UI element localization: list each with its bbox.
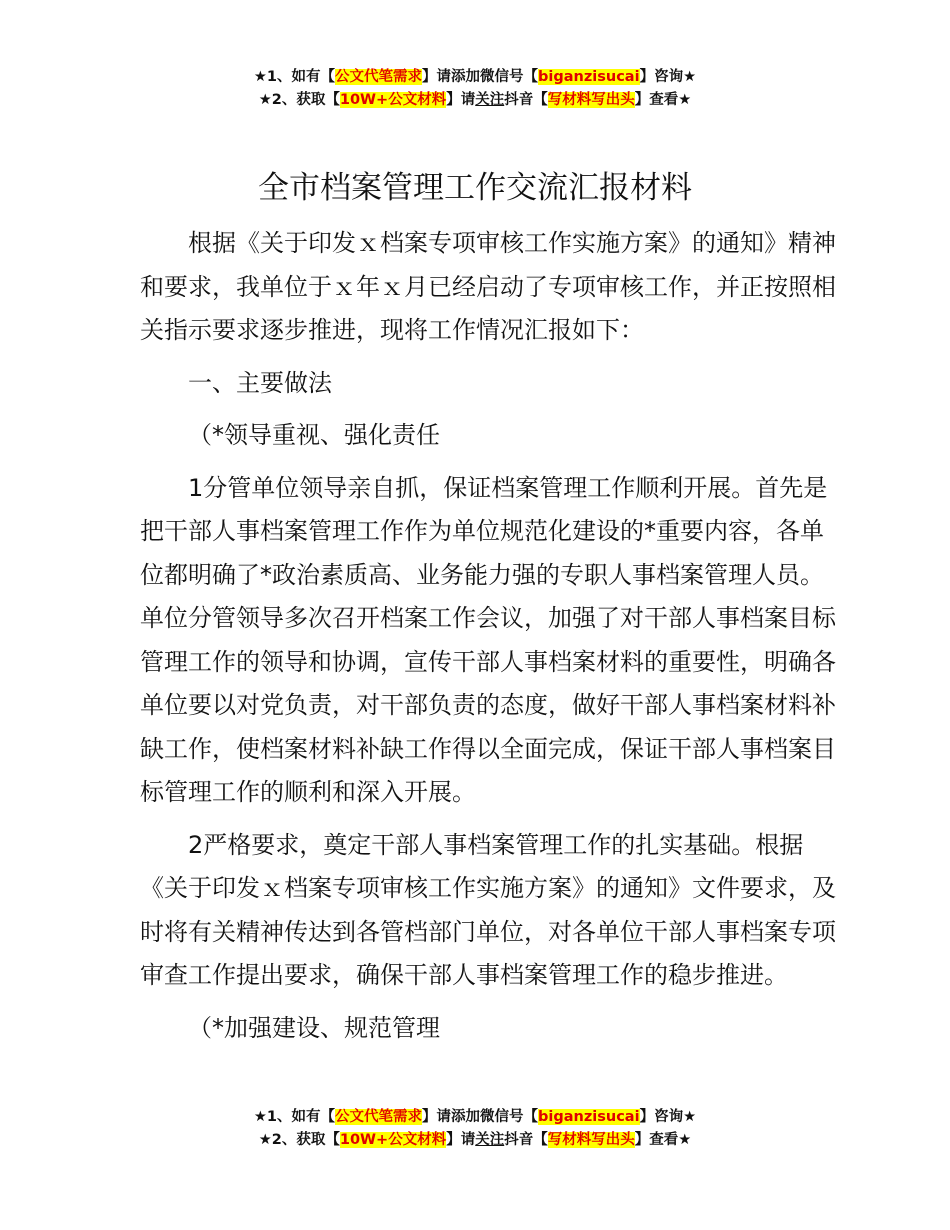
promo-highlight: 10W+公文材料 (339, 1132, 447, 1148)
promo-text: ★2、获取【 (258, 92, 340, 108)
document-title: 全市档案管理工作交流汇报材料 (258, 170, 692, 206)
promo-text: ★2、获取【 (258, 1132, 340, 1148)
promo-text: 】请添加微信号【 (422, 69, 539, 85)
footer-promo (0, 1106, 950, 1152)
promo-text: 】查看★ (634, 1132, 692, 1148)
promo-highlight: 公文代笔需求 (335, 1109, 423, 1125)
promo-highlight: 10W+公文材料 (339, 92, 447, 108)
paragraph-item-2: 2严格要求，奠定干部人事档案管理工作的扎实基础。根据《关于印发ｘ档案专项审核工作实施方案》的通知》文件要求，及时将有关精神传达到各管档部门单位，对各单位干部人事档案专项审查工作提出要求，确保干部人事档案管理工作的稳步推进。 (140, 830, 836, 989)
paragraph-item-1: 1分管单位领导亲自抓，保证档案管理工作顺利开展。首先是把干部人事档案管理工作作为单位规范化建设的*重要内容，各单位都明确了*政治素质高、业务能力强的专职人事档案管理人员。单位分管领导多次召开档案工作会议，加强了对干部人事档案目标管理工作的领导和协调，宣传干部人事档案材料的重要性，明确各单位要以对党负责，对干部负责的态度，做好干部人事档案材料补缺工作，使档案材料补缺工作得以全面完成，保证干部人事档案目标管理工作的顺利和深入开展。 (140, 473, 836, 806)
promo-text: 】请 (446, 92, 476, 108)
promo-line-1 (0, 1106, 950, 1129)
promo-line-2 (0, 1129, 950, 1152)
promo-line-2 (0, 89, 950, 112)
subsection-heading: （*领导重视、强化责任 (188, 421, 440, 449)
promo-text: ★1、如有【 (253, 1109, 336, 1125)
paragraph-intro: 根据《关于印发ｘ档案专项审核工作实施方案》的通知》精神和要求，我单位于ｘ年ｘ月已经启动了专项审核工作，并正按照相关指示要求逐步推进，现将工作情况汇报如下： (140, 229, 836, 344)
header-promo (0, 66, 950, 112)
promo-text: 】咨询★ (639, 1109, 697, 1125)
promo-text: 】请 (446, 1132, 476, 1148)
promo-wechat-id: biganzisucai (538, 1109, 640, 1125)
promo-douyin-id: 写材料写出头 (547, 92, 635, 108)
document-body (140, 222, 840, 1059)
promo-text: 抖音【 (504, 92, 548, 108)
promo-underlined: 关注 (475, 1132, 505, 1148)
promo-text: 】请添加微信号【 (422, 1109, 539, 1125)
section-heading: 一、主要做法 (188, 368, 332, 397)
promo-highlight: 公文代笔需求 (335, 69, 423, 85)
subsection-heading: （*加强建设、规范管理 (188, 1013, 440, 1042)
promo-line-1 (0, 66, 950, 89)
promo-underlined: 关注 (475, 92, 505, 108)
promo-text: ★1、如有【 (253, 69, 336, 85)
promo-text: 抖音【 (504, 1132, 548, 1148)
promo-wechat-id: biganzisucai (538, 69, 640, 85)
promo-text: 】咨询★ (639, 69, 697, 85)
promo-text: 】查看★ (634, 92, 692, 108)
promo-douyin-id: 写材料写出头 (547, 1132, 635, 1148)
